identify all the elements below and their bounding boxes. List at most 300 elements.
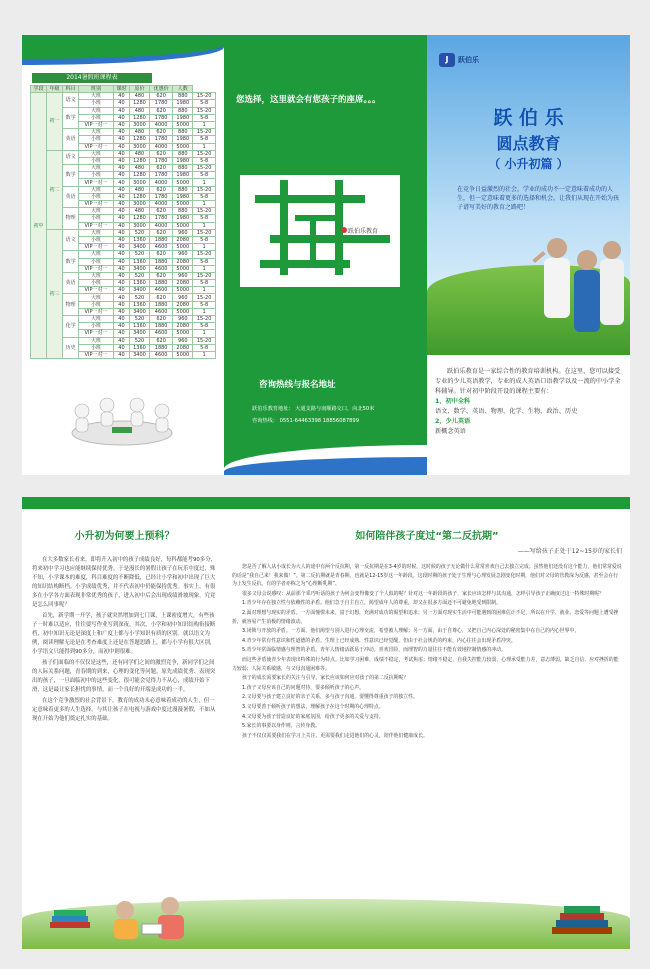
schedule-table (30, 85, 216, 359)
grade-cell: 初二 (47, 150, 63, 229)
paragraph: 很多父母会说感叹：从前那个乖巧听话的孩子为何会变得像变了个人似的呢？针对这一年龄段的孩子，家长应该怎样与其沟通，怎样引导孩子正确度过这一特殊时期呢？ (242, 590, 604, 597)
table-cell: 5000 (173, 308, 193, 315)
table-cell: 大班 (79, 107, 114, 114)
subject-cell: 英语 (63, 129, 79, 151)
table-cell: 40 (113, 129, 129, 136)
table-cell: 620 (149, 208, 172, 215)
table-cell: 3000 (129, 143, 149, 150)
table-header: 年级 (47, 86, 63, 93)
table-cell: 40 (113, 316, 129, 323)
logo (439, 53, 479, 67)
table-cell: 大班 (79, 229, 114, 236)
table-cell: 2080 (173, 236, 193, 243)
table-cell: 1280 (129, 114, 149, 121)
table-cell: 5-8 (193, 344, 216, 351)
table-cell: 480 (129, 129, 149, 136)
table-cell: 40 (113, 157, 129, 164)
logo-icon: J (439, 53, 455, 67)
table-cell: 5-8 (193, 193, 216, 200)
table-cell: 1880 (149, 323, 172, 330)
table-cell: 620 (149, 316, 172, 323)
table-cell: 4600 (149, 244, 172, 251)
table-cell: 40 (113, 121, 129, 128)
brochure-outside (22, 35, 630, 475)
table-cell: 5-8 (193, 114, 216, 121)
table-cell: 1980 (173, 172, 193, 179)
table-cell: VIP一对一 (79, 351, 114, 358)
table-cell: 40 (113, 344, 129, 351)
table-cell: 4000 (149, 179, 172, 186)
table-cell: 480 (129, 165, 149, 172)
article-title: 小升初为何要上预科？ (74, 531, 175, 542)
map-label: 跃伯乐教育 (348, 228, 379, 235)
table-cell: 880 (173, 129, 193, 136)
table-cell: 880 (173, 186, 193, 193)
table-cell: 小班 (79, 100, 114, 107)
table-cell: 1880 (149, 301, 172, 308)
address-line: 跃伯乐教育地址： 大通支路与南顺路交口，向北50米 (252, 406, 375, 412)
table-cell: 1280 (129, 193, 149, 200)
table-cell: 小班 (79, 258, 114, 265)
table-cell: 620 (149, 272, 172, 279)
table-cell: 大班 (79, 294, 114, 301)
course-list: 语文、数学、英语、物理、化学、生物、政治、历史 (435, 408, 578, 415)
table-cell: 15-20 (193, 316, 216, 323)
table-cell: 1880 (149, 258, 172, 265)
table-header: 人数 (173, 86, 193, 93)
table-cell: 40 (113, 330, 129, 337)
table-cell: 1980 (173, 157, 193, 164)
table-cell: 40 (113, 193, 129, 200)
table-cell: 3400 (129, 287, 149, 294)
table-cell: 40 (113, 244, 129, 251)
table-cell: 40 (113, 265, 129, 272)
paragraph: 而这些矛盾使青少年表现出特殊的行为特点。比如学习困难，成绩不稳定，考试焦虑；情绪不稳定，自我失控能力较弱，心理承受能力差，意志薄弱，缺乏自信，应对挫折的能力较弱；人际关系敏感，与父母沟通困难等。 (232, 656, 619, 672)
paragraph: 1.孩子父母应该自己的问题对待，要多倾听孩子的心声。 (242, 684, 365, 691)
table-cell: 2080 (173, 280, 193, 287)
table-cell: 15-20 (193, 251, 216, 258)
table-cell: 1780 (149, 215, 172, 222)
table-cell: 1360 (129, 258, 149, 265)
table-header: 班别 (79, 86, 114, 93)
table-cell: 1360 (129, 236, 149, 243)
paragraph: 5.家长的事要以身作则，言传身教。 (242, 723, 321, 730)
table-cell: 480 (129, 93, 149, 100)
table-cell: 40 (113, 179, 129, 186)
table-cell: 小班 (79, 157, 114, 164)
table-cell: 520 (129, 229, 149, 236)
cover-intro: 在竞争日益激烈的社会，学业的成功不一定意味着成功的人生，但一定意味着更多的选择和机会。让我们从现在开始为孩子谱写美好的教育之路吧！ (457, 186, 620, 211)
table-cell: 960 (173, 337, 193, 344)
table-cell: 15-20 (193, 107, 216, 114)
paragraph: 3.父母要善于倾听孩子的想法，理解孩子在这个时期的心理特点。 (242, 703, 384, 710)
table-cell: VIP一对一 (79, 244, 114, 251)
subject-cell: 语文 (63, 229, 79, 251)
schedule-title: 2014暑假班课程表 (32, 73, 152, 83)
table-cell: 5-8 (193, 301, 216, 308)
table-cell: 3400 (129, 330, 149, 337)
table-cell: 4600 (149, 308, 172, 315)
table-cell: 小班 (79, 236, 114, 243)
paragraph: 2.父母要与孩子建立良好的亲子关系，多与孩子沟通，要懂得尊重孩子的独立性。 (242, 694, 418, 701)
table-cell: 4000 (149, 121, 172, 128)
table-cell: 2080 (173, 344, 193, 351)
table-cell: 1 (193, 179, 216, 186)
subject-cell: 英语 (63, 272, 79, 294)
table-cell: 5-8 (193, 258, 216, 265)
contact-panel (224, 35, 427, 475)
table-cell: 480 (129, 186, 149, 193)
paragraph: 5.青少年常面临情感与理智的矛盾。青年人情绪活跃易于冲动，喜欢冒险，而理智的力量往往不能有效地控制情感的冲动。 (242, 647, 506, 654)
course-heading: 1，初中全科 (435, 398, 471, 405)
cover-body (435, 367, 625, 437)
students-photo (522, 220, 627, 350)
table-cell: 1360 (129, 344, 149, 351)
table-cell: 40 (113, 337, 129, 344)
table-cell: 5-8 (193, 172, 216, 179)
table-cell: 960 (173, 251, 193, 258)
table-cell: 1 (193, 222, 216, 229)
table-cell: 1360 (129, 323, 149, 330)
table-cell: 960 (173, 229, 193, 236)
table-cell: 1880 (149, 280, 172, 287)
table-cell: 4000 (149, 222, 172, 229)
table-cell: 960 (173, 294, 193, 301)
table-cell: 880 (173, 107, 193, 114)
grade-cell: 初一 (47, 93, 63, 151)
table-cell: VIP一对一 (79, 179, 114, 186)
table-cell: 5000 (173, 121, 193, 128)
table-cell: 3000 (129, 179, 149, 186)
table-cell: 960 (173, 316, 193, 323)
subject-cell: 数学 (63, 251, 79, 273)
subject-cell: 数学 (63, 107, 79, 129)
table-cell: 15-20 (193, 93, 216, 100)
table-cell: 5-8 (193, 323, 216, 330)
table-cell: VIP一对一 (79, 265, 114, 272)
course-heading: 2，少儿英语 (435, 418, 471, 425)
slogan: 您选择，这里就会有您孩子的座席。。。 (236, 95, 381, 105)
table-cell: 1980 (173, 100, 193, 107)
table-cell: 5000 (173, 179, 193, 186)
table-cell: 4000 (149, 143, 172, 150)
paragraph: 4.父母要为孩子营造良好的家庭氛围，给孩子更多的关爱与支持。 (242, 713, 384, 720)
table-cell: 1980 (173, 136, 193, 143)
table-cell: 1360 (129, 280, 149, 287)
table-cell: 3000 (129, 222, 149, 229)
table-header: 学段 (31, 86, 47, 93)
table-cell: 4600 (149, 287, 172, 294)
table-cell: 5000 (173, 351, 193, 358)
table-cell: VIP一对一 (79, 121, 114, 128)
table-cell: 小班 (79, 301, 114, 308)
table-cell: 1360 (129, 301, 149, 308)
table-cell: 1 (193, 308, 216, 315)
table-cell: 3400 (129, 351, 149, 358)
table-header: 科目 (63, 86, 79, 93)
table-cell: 1880 (149, 236, 172, 243)
table-cell: 620 (149, 129, 172, 136)
meeting-illustration (62, 393, 182, 453)
table-cell: 520 (129, 272, 149, 279)
table-cell: 40 (113, 323, 129, 330)
paragraph: 4.青少年常有性意识和性道德的矛盾。生理上已经成熟，性意识已经觉醒，但由于社会规范的约束，内心往往会出现矛盾冲突。 (242, 637, 516, 644)
table-header: 课时 (113, 86, 129, 93)
table-cell: 1780 (149, 100, 172, 107)
table-cell: 15-20 (193, 186, 216, 193)
table-cell: 620 (149, 294, 172, 301)
table-cell: 620 (149, 93, 172, 100)
table-cell: 40 (113, 280, 129, 287)
table-cell: 1780 (149, 157, 172, 164)
table-cell: 40 (113, 150, 129, 157)
course-list: 新概念英语 (435, 428, 466, 435)
table-cell: 15-20 (193, 208, 216, 215)
table-cell: 40 (113, 294, 129, 301)
table-cell: 大班 (79, 251, 114, 258)
table-cell: 15-20 (193, 294, 216, 301)
subject-cell: 物理 (63, 208, 79, 230)
table-cell: 1 (193, 121, 216, 128)
location-map (240, 175, 400, 287)
table-cell: 小班 (79, 193, 114, 200)
table-cell: 5-8 (193, 280, 216, 287)
table-cell: 40 (113, 287, 129, 294)
grade-cell: 初三 (47, 229, 63, 358)
table-cell: 小班 (79, 172, 114, 179)
paragraph: 在大多数家长看来，即将升入初中的孩子成绩良好，每科都能考90多分，将来初中学习也应能继续保持优秀。于是漫长的暑假让孩子在玩乐中度过，殊不知，小学课本的难度，科目难度的不断降低，已经让小学和初中出现了巨大的知识结构断档。小学成绩优秀，并不代表初中仍能保持优秀。事实上，有很多在小学各方面表现非常优秀的孩子，进入初中后会出现成绩滑坡现象，究竟是怎么回事呢？ (32, 557, 216, 608)
table-cell: 5000 (173, 222, 193, 229)
table-cell: 1780 (149, 136, 172, 143)
table-cell: 小班 (79, 114, 114, 121)
phone-line: 咨询热线： 0551-64463398 18856087899 (252, 418, 360, 424)
table-cell: 4600 (149, 330, 172, 337)
children-reading-photo (50, 892, 210, 942)
paragraph: 孩子们面临的不仅仅是这些，还有同学们之间的激烈竞争，新同学们之间的人际关系问题，青春期的到来，心理的变化等问题。原先成绩优秀、表现突出的孩子，一旦面临初中的这些变化，很可能会觉得力不从心，成绩开始下滑，这是最让家长担忧的事情，而一个良好的开端是成功的一半。 (32, 660, 216, 693)
table-cell: 40 (113, 272, 129, 279)
schedule-panel (22, 35, 224, 475)
table-cell: 5-8 (193, 236, 216, 243)
subject-cell: 英语 (63, 186, 79, 208)
table-cell: 40 (113, 165, 129, 172)
table-cell: 40 (113, 114, 129, 121)
table-cell: 620 (149, 165, 172, 172)
table-cell: 480 (129, 150, 149, 157)
table-cell: 15-20 (193, 229, 216, 236)
table-cell: 40 (113, 258, 129, 265)
table-cell: 5000 (173, 201, 193, 208)
subject-cell: 物理 (63, 294, 79, 316)
table-cell: 1780 (149, 193, 172, 200)
table-cell: 40 (113, 107, 129, 114)
table-cell: 40 (113, 136, 129, 143)
table-cell: 40 (113, 201, 129, 208)
table-cell: 880 (173, 165, 193, 172)
contact-info (252, 403, 374, 427)
table-cell: 880 (173, 93, 193, 100)
table-cell: 15-20 (193, 165, 216, 172)
table-cell: 880 (173, 150, 193, 157)
table-cell: 小班 (79, 136, 114, 143)
subject-cell: 数学 (63, 165, 79, 187)
table-cell: 40 (113, 251, 129, 258)
table-cell: 620 (149, 337, 172, 344)
table-cell: 1780 (149, 114, 172, 121)
article-body (232, 563, 622, 740)
brochure-inside (22, 497, 630, 949)
table-header: 优惠价 (149, 86, 172, 93)
table-cell: 520 (129, 294, 149, 301)
table-row (31, 93, 216, 100)
brand-title: 跃 伯 乐 (493, 107, 564, 129)
article-adolescence (232, 527, 622, 741)
table-cell: 40 (113, 143, 129, 150)
hotline-title: 咨询热线与报名地址 (259, 380, 336, 390)
table-cell: 40 (113, 186, 129, 193)
table-cell: 大班 (79, 316, 114, 323)
paragraph: 孩子不仅仅需要我们在学习上关注，更需要我们走进他们的心灵，陪伴他们健康成长。 (242, 732, 428, 739)
subject-cell: 语文 (63, 93, 79, 107)
table-cell: VIP一对一 (79, 330, 114, 337)
table-cell: 4000 (149, 201, 172, 208)
brand-edition: （ 小升初篇 ） (488, 157, 569, 171)
paragraph: 您是否了解人从小成长为大人的途中有两个反抗期，第一反抗期是在3-4岁的时候，这时候的孩子无论做什么常常喜欢自己去独立完成；虽然他们还没有这个能力，他们常常爱说的话是“我自己来！我来做！”。第二反抗期就是青春期，也就是12-15岁这一年龄段。这段时期的孩子处于生理与心理发展急剧变化时期，他们对父母的管教深为反感，甚至会在行为上发生反抗。有的学者亦称之为“心理断乳期”。 (232, 564, 622, 588)
table-cell: 15-20 (193, 272, 216, 279)
article-subtitle: ——写给孩子正处于12~15岁的家长们 (517, 548, 622, 555)
table-cell: 5000 (173, 330, 193, 337)
table-cell: 5-8 (193, 136, 216, 143)
table-cell: 1 (193, 351, 216, 358)
table-cell: 1980 (173, 193, 193, 200)
table-cell: VIP一对一 (79, 308, 114, 315)
table-cell: 5-8 (193, 157, 216, 164)
table-cell: 15-20 (193, 150, 216, 157)
table-cell: 40 (113, 229, 129, 236)
table-cell: 40 (113, 100, 129, 107)
table-cell: 40 (113, 93, 129, 100)
table-cell: VIP一对一 (79, 143, 114, 150)
table-cell: 5000 (173, 244, 193, 251)
table-cell: 520 (129, 316, 149, 323)
level-cell: 初中 (31, 93, 47, 359)
table-cell: 1 (193, 201, 216, 208)
table-cell: 5000 (173, 287, 193, 294)
paragraph: 在这个竞争激烈的社会背景下，教育的成功未必意味着成功的人生，但一定意味着更多的人生选择。与其让孩子在电视与游戏中度过漫漫暑假，不如从现在开始为他们奠定扎实的基础。 (32, 698, 216, 722)
table-cell: 3400 (129, 244, 149, 251)
table-cell: 5000 (173, 143, 193, 150)
subject-cell: 化学 (63, 316, 79, 338)
table-row (31, 229, 216, 236)
table-cell: 大班 (79, 208, 114, 215)
table-cell: 小班 (79, 215, 114, 222)
books-illustration (542, 897, 622, 937)
table-cell: 1 (193, 287, 216, 294)
table-cell: 15-20 (193, 129, 216, 136)
table-cell: 1 (193, 330, 216, 337)
table-cell: 3400 (129, 308, 149, 315)
decor-band (22, 497, 630, 509)
table-cell: 620 (149, 107, 172, 114)
table-cell: 40 (113, 301, 129, 308)
table-cell: 2080 (173, 323, 193, 330)
paragraph: 3.闭锁与开放的矛盾。一方面，他们渴望与别人进行心理交流，希望被人理解；另一方面，由于自尊心，又把自己内心深处的秘密集中在自己的内心世界中。 (242, 628, 580, 635)
table-cell: VIP一对一 (79, 287, 114, 294)
table-cell: 大班 (79, 93, 114, 100)
table-cell: 2080 (173, 258, 193, 265)
logo-text: 跃伯乐 (458, 56, 479, 64)
table-cell: 1280 (129, 157, 149, 164)
table-cell: 小班 (79, 344, 114, 351)
table-cell: 40 (113, 236, 129, 243)
table-cell: 40 (113, 208, 129, 215)
table-cell: 4600 (149, 265, 172, 272)
table-cell: 1280 (129, 136, 149, 143)
table-cell: 大班 (79, 337, 114, 344)
brand-subtitle: 圆点教育 (496, 134, 561, 153)
cover-panel (427, 35, 630, 475)
table-cell: 小班 (79, 280, 114, 287)
table-cell: 大班 (79, 165, 114, 172)
table-cell: 1780 (149, 172, 172, 179)
article-preview-course (32, 527, 217, 726)
table-cell: 1280 (129, 100, 149, 107)
table-cell: 620 (149, 251, 172, 258)
table-cell: 15-20 (193, 337, 216, 344)
table-cell: 480 (129, 107, 149, 114)
table-cell: 1980 (173, 114, 193, 121)
table-cell: 1280 (129, 215, 149, 222)
table-cell: VIP一对一 (79, 201, 114, 208)
table-cell: 880 (173, 208, 193, 215)
subject-cell: 历史 (63, 337, 79, 359)
table-cell: 5-8 (193, 100, 216, 107)
table-cell: 620 (149, 229, 172, 236)
table-cell: 40 (113, 222, 129, 229)
table-cell: VIP一对一 (79, 222, 114, 229)
article-title: 如何陪伴孩子度过“第二反抗期” (355, 531, 499, 542)
table-cell: 3400 (129, 265, 149, 272)
table-cell: 小班 (79, 323, 114, 330)
table-cell: 1880 (149, 344, 172, 351)
paragraph: 1.青少年存在独立性与依赖性的矛盾。他们急于自主自立，渴望成年人的尊重，却又在很多方面还不可避免地受到限制。 (242, 600, 501, 607)
table-cell: 大班 (79, 186, 114, 193)
table-cell: 1 (193, 143, 216, 150)
table-cell: 520 (129, 337, 149, 344)
table-cell: 大班 (79, 150, 114, 157)
table-cell: 3000 (129, 121, 149, 128)
table-cell: 480 (129, 208, 149, 215)
table-cell: 1 (193, 265, 216, 272)
table-cell: 3000 (129, 201, 149, 208)
table-cell: 5000 (173, 265, 193, 272)
table-cell: 620 (149, 150, 172, 157)
table-cell: 5-8 (193, 215, 216, 222)
paragraph: 孩子的成长需要家长的关注与引导。家长应该如何应对孩子的第二反抗期呢？ (242, 675, 409, 682)
org-description: 跃伯乐教育是一家综合性的教育培训机构。在这里，您可以接受专业的少儿英语教学，专业的成人英语口语教学以及一流的中小学全科辅导。针对初中阶段开设的课程主要有： (435, 368, 621, 395)
table-cell: 620 (149, 186, 172, 193)
table-cell: 1 (193, 244, 216, 251)
table-cell: 2080 (173, 301, 193, 308)
paragraph: 首先，新学期一开学，孩子就突然增加到七门课，上课密度增大，有些孩子一时难以适应，往往要写作业写到深夜。其次，小学和初中知识结构衔接断档，初中知识无论是深度上和广度上都与小学知识有质的区别。就以语文为例，阅读理解无论是在考查难度上还是在答题思路上，都与小学有很大区别，小学语文只能得到90多分，而初中则很难。 (32, 613, 216, 655)
subject-cell: 语文 (63, 150, 79, 164)
table-cell: 40 (113, 351, 129, 358)
paragraph: 2.面对理想与现实的矛盾。一方面憧憬未来，富于幻想，充满对成功的渴望和追求；另一方面对现实生活中可能遇到的困难估计不足，所以在升学、就业、恋爱等问题上遭受挫折，就容易产生消极的情绪波动。 (232, 609, 619, 625)
table-cell: 大班 (79, 272, 114, 279)
table-header: 原价 (129, 86, 149, 93)
table-cell: 40 (113, 308, 129, 315)
table-cell: 960 (173, 272, 193, 279)
table-cell: 1280 (129, 172, 149, 179)
